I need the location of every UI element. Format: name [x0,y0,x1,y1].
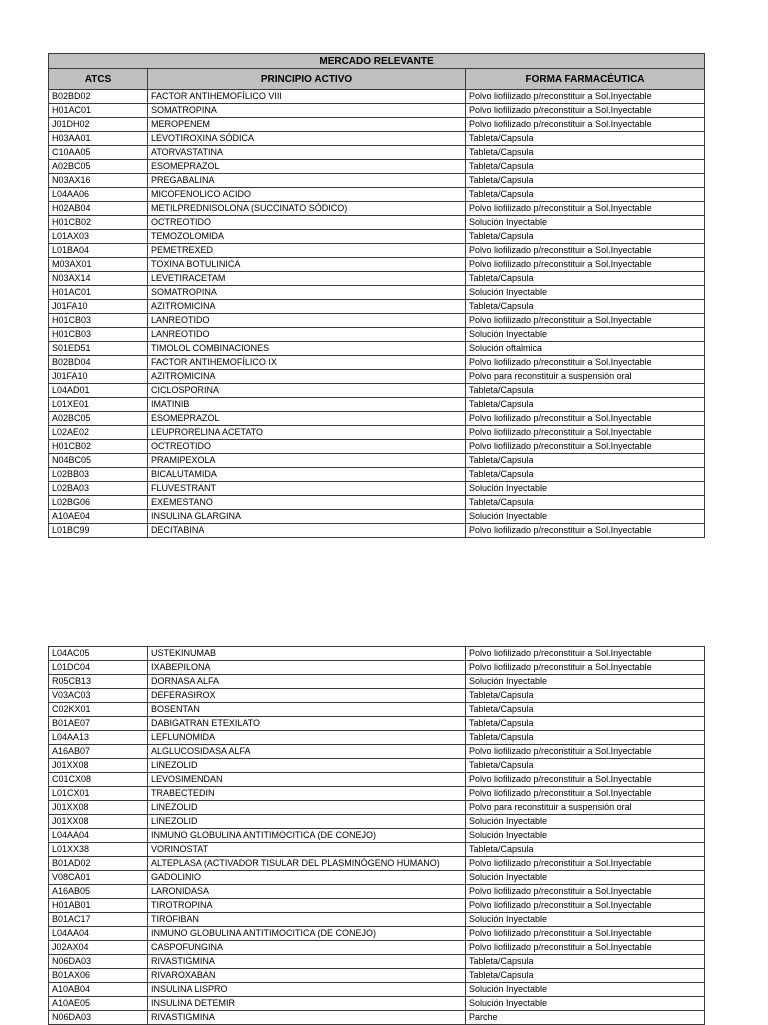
table-row [49,857,705,871]
forma-farmaceutica-cell: Tableta/Capsula [466,132,705,146]
table-row [49,216,705,230]
table-row [49,202,705,216]
forma-farmaceutica-cell: Polvo para reconstituir a suspensión oral [466,370,705,384]
table-row [49,118,705,132]
atcs-cell: B01AX06 [49,969,148,983]
table-row [49,188,705,202]
table-row [49,342,705,356]
column-header-forma-farmaceutica: FORMA FARMACÉUTICA [466,69,705,90]
principio-activo-cell: LINEZOLID [148,759,466,773]
atcs-cell: N04BC05 [49,454,148,468]
forma-farmaceutica-cell: Solución Inyectable [466,328,705,342]
forma-farmaceutica-cell: Tableta/Capsula [466,468,705,482]
forma-farmaceutica-cell: Tableta/Capsula [466,731,705,745]
forma-farmaceutica-cell: Tableta/Capsula [466,955,705,969]
table-row [49,899,705,913]
atcs-cell: A10AB04 [49,983,148,997]
atcs-cell: L01DC04 [49,661,148,675]
forma-farmaceutica-cell: Solución oftalmica [466,342,705,356]
forma-farmaceutica-cell: Polvo liofilizado p/reconstituir a Sol.Inyectable [466,927,705,941]
atcs-cell: A10AE04 [49,510,148,524]
table-row [49,759,705,773]
table-title: MERCADO RELEVANTE [49,54,705,69]
atcs-cell: L02AE02 [49,426,148,440]
atcs-cell: M03AX01 [49,258,148,272]
atcs-cell: N06DA03 [49,1011,148,1025]
table-row [49,745,705,759]
table-row [49,384,705,398]
forma-farmaceutica-cell: Solución Inyectable [466,675,705,689]
principio-activo-cell: INSULINA DETEMIR [148,997,466,1011]
table-row [49,997,705,1011]
atcs-cell: B01AD02 [49,857,148,871]
atcs-cell: N06DA03 [49,955,148,969]
atcs-cell: V03AC03 [49,689,148,703]
atcs-cell: L04AA04 [49,829,148,843]
atcs-cell: L04AA06 [49,188,148,202]
atcs-cell: B01AE07 [49,717,148,731]
principio-activo-cell: CASPOFUNGINA [148,941,466,955]
forma-farmaceutica-cell: Parche [466,1011,705,1025]
atcs-cell: H01AB01 [49,899,148,913]
principio-activo-cell: DORNASA ALFA [148,675,466,689]
table-row [49,496,705,510]
principio-activo-cell: TIMOLOL COMBINACIONES [148,342,466,356]
atcs-cell: L02BA03 [49,482,148,496]
principio-activo-cell: ESOMEPRAZOL [148,160,466,174]
forma-farmaceutica-cell: Tableta/Capsula [466,969,705,983]
principio-activo-cell: ALGLUCOSIDASA ALFA [148,745,466,759]
table-row [49,160,705,174]
atcs-cell: L04AA04 [49,927,148,941]
table-row [49,787,705,801]
forma-farmaceutica-cell: Polvo liofilizado p/reconstituir a Sol.Inyectable [466,661,705,675]
table-row [49,90,705,104]
forma-farmaceutica-cell: Polvo liofilizado p/reconstituir a Sol.Inyectable [466,745,705,759]
atcs-cell: L04AD01 [49,384,148,398]
atcs-cell: H01CB02 [49,216,148,230]
table-row [49,983,705,997]
forma-farmaceutica-cell: Tableta/Capsula [466,272,705,286]
forma-farmaceutica-cell: Polvo liofilizado p/reconstituir a Sol.Inyectable [466,356,705,370]
forma-farmaceutica-cell: Solución Inyectable [466,871,705,885]
principio-activo-cell: MEROPENEM [148,118,466,132]
principio-activo-cell: LEUPRORELINA ACETATO [148,426,466,440]
principio-activo-cell: LEVOSIMENDAN [148,773,466,787]
atcs-cell: J01FA10 [49,370,148,384]
mercado-relevante-table-continued [48,646,705,1025]
principio-activo-cell: RIVAROXABAN [148,969,466,983]
table-row [49,468,705,482]
table-row [49,717,705,731]
principio-activo-cell: IMATINIB [148,398,466,412]
atcs-cell: H01CB02 [49,440,148,454]
atcs-cell: N03AX16 [49,174,148,188]
atcs-cell: B02BD02 [49,90,148,104]
forma-farmaceutica-cell: Tableta/Capsula [466,230,705,244]
forma-farmaceutica-cell: Tableta/Capsula [466,496,705,510]
table-row [49,703,705,717]
forma-farmaceutica-cell: Polvo liofilizado p/reconstituir a Sol.Inyectable [466,314,705,328]
principio-activo-cell: RIVASTIGMINA [148,955,466,969]
atcs-cell: J01XX08 [49,815,148,829]
forma-farmaceutica-cell: Polvo liofilizado p/reconstituir a Sol.Inyectable [466,258,705,272]
table-row [49,440,705,454]
table-row [49,412,705,426]
table-row [49,1011,705,1025]
atcs-cell: N03AX14 [49,272,148,286]
principio-activo-cell: EXEMESTANO [148,496,466,510]
forma-farmaceutica-cell: Tableta/Capsula [466,703,705,717]
atcs-cell: L01BC99 [49,524,148,538]
atcs-cell: L01AX03 [49,230,148,244]
table-row [49,773,705,787]
atcs-cell: B01AC17 [49,913,148,927]
principio-activo-cell: DABIGATRAN ETEXILATO [148,717,466,731]
principio-activo-cell: USTEKINUMAB [148,647,466,661]
principio-activo-cell: IXABEPILONA [148,661,466,675]
principio-activo-cell: LINEZOLID [148,815,466,829]
atcs-cell: L01BA04 [49,244,148,258]
atcs-cell: H02AB04 [49,202,148,216]
principio-activo-cell: LEVOTIROXINA SÓDICA [148,132,466,146]
atcs-cell: A02BC05 [49,160,148,174]
principio-activo-cell: FACTOR ANTIHEMOFÍLICO VIII [148,90,466,104]
forma-farmaceutica-cell: Polvo para reconstituir a suspensión oral [466,801,705,815]
table-row [49,454,705,468]
table-row [49,356,705,370]
atcs-cell: C01CX08 [49,773,148,787]
table-row [49,731,705,745]
table-row [49,258,705,272]
atcs-cell: A02BC05 [49,412,148,426]
principio-activo-cell: TRABECTEDIN [148,787,466,801]
table-row [49,146,705,160]
atcs-cell: C02KX01 [49,703,148,717]
principio-activo-cell: LARONIDASA [148,885,466,899]
principio-activo-cell: OCTREOTIDO [148,216,466,230]
forma-farmaceutica-cell: Polvo liofilizado p/reconstituir a Sol.Inyectable [466,412,705,426]
principio-activo-cell: SOMATROPINA [148,286,466,300]
principio-activo-cell: OCTREOTIDO [148,440,466,454]
forma-farmaceutica-cell: Polvo liofilizado p/reconstituir a Sol.Inyectable [466,899,705,913]
principio-activo-cell: AZITROMICINA [148,370,466,384]
principio-activo-cell: VORINOSTAT [148,843,466,857]
forma-farmaceutica-cell: Tableta/Capsula [466,454,705,468]
atcs-cell: L01CX01 [49,787,148,801]
principio-activo-cell: LEVETIRACETAM [148,272,466,286]
forma-farmaceutica-cell: Solución Inyectable [466,997,705,1011]
atcs-cell: H01CB03 [49,328,148,342]
atcs-cell: L04AA13 [49,731,148,745]
table-row [49,398,705,412]
forma-farmaceutica-cell: Polvo liofilizado p/reconstituir a Sol.Inyectable [466,773,705,787]
table-row [49,370,705,384]
forma-farmaceutica-cell: Tableta/Capsula [466,759,705,773]
table-row [49,913,705,927]
table-row [49,286,705,300]
table-row [49,272,705,286]
table-row [49,314,705,328]
principio-activo-cell: INMUNO GLOBULINA ANTITIMOCITICA (DE CONEJO) [148,927,466,941]
atcs-cell: R05CB13 [49,675,148,689]
atcs-cell: J01XX08 [49,801,148,815]
table-row [49,801,705,815]
principio-activo-cell: MICOFENOLICO ACIDO [148,188,466,202]
table-row [49,104,705,118]
principio-activo-cell: BOSENTAN [148,703,466,717]
forma-farmaceutica-cell: Polvo liofilizado p/reconstituir a Sol.Inyectable [466,426,705,440]
principio-activo-cell: BICALUTAMIDA [148,468,466,482]
principio-activo-cell: TEMOZOLOMIDA [148,230,466,244]
principio-activo-cell: GADOLINIO [148,871,466,885]
forma-farmaceutica-cell: Polvo liofilizado p/reconstituir a Sol.Inyectable [466,857,705,871]
forma-farmaceutica-cell: Polvo liofilizado p/reconstituir a Sol.Inyectable [466,647,705,661]
principio-activo-cell: INSULINA GLARGINA [148,510,466,524]
table-row [49,647,705,661]
forma-farmaceutica-cell: Solución Inyectable [466,510,705,524]
forma-farmaceutica-cell: Tableta/Capsula [466,398,705,412]
forma-farmaceutica-cell: Tableta/Capsula [466,160,705,174]
forma-farmaceutica-cell: Solución Inyectable [466,829,705,843]
forma-farmaceutica-cell: Polvo liofilizado p/reconstituir a Sol.Inyectable [466,90,705,104]
principio-activo-cell: PREGABALINA [148,174,466,188]
atcs-cell: A16AB05 [49,885,148,899]
forma-farmaceutica-cell: Polvo liofilizado p/reconstituir a Sol.Inyectable [466,440,705,454]
atcs-cell: J02AX04 [49,941,148,955]
forma-farmaceutica-cell: Tableta/Capsula [466,843,705,857]
forma-farmaceutica-cell: Polvo liofilizado p/reconstituir a Sol.Inyectable [466,104,705,118]
forma-farmaceutica-cell: Polvo liofilizado p/reconstituir a Sol.Inyectable [466,118,705,132]
table-row [49,829,705,843]
principio-activo-cell: RIVASTIGMINA [148,1011,466,1025]
table-row [49,815,705,829]
atcs-cell: H01AC01 [49,104,148,118]
table-row [49,871,705,885]
forma-farmaceutica-cell: Solución Inyectable [466,983,705,997]
principio-activo-cell: AZITROMICINA [148,300,466,314]
table-row [49,661,705,675]
forma-farmaceutica-cell: Tableta/Capsula [466,188,705,202]
column-header-principio-activo: PRINCIPIO ACTIVO [148,69,466,90]
principio-activo-cell: ALTEPLASA (ACTIVADOR TISULAR DEL PLASMINÓGENO HUMANO) [148,857,466,871]
atcs-cell: C10AA05 [49,146,148,160]
forma-farmaceutica-cell: Solución Inyectable [466,216,705,230]
forma-farmaceutica-cell: Tableta/Capsula [466,300,705,314]
table-row [49,675,705,689]
principio-activo-cell: LANREOTIDO [148,314,466,328]
forma-farmaceutica-cell: Tableta/Capsula [466,384,705,398]
table-row [49,174,705,188]
table-row [49,482,705,496]
principio-activo-cell: ESOMEPRAZOL [148,412,466,426]
principio-activo-cell: TIROTROPINA [148,899,466,913]
table-row [49,328,705,342]
table-row [49,843,705,857]
principio-activo-cell: SOMATROPINA [148,104,466,118]
atcs-cell: L02BB03 [49,468,148,482]
principio-activo-cell: PRAMIPEXOLA [148,454,466,468]
principio-activo-cell: ATORVASTATINA [148,146,466,160]
column-header-atcs: ATCS [49,69,148,90]
principio-activo-cell: METILPREDNISOLONA (SUCCINATO SÓDICO) [148,202,466,216]
table-row [49,927,705,941]
table-row [49,426,705,440]
principio-activo-cell: INSULINA LISPRO [148,983,466,997]
principio-activo-cell: LEFLUNOMIDA [148,731,466,745]
table-row [49,969,705,983]
table-row [49,510,705,524]
atcs-cell: A16AB07 [49,745,148,759]
atcs-cell: V08CA01 [49,871,148,885]
atcs-cell: S01ED51 [49,342,148,356]
forma-farmaceutica-cell: Polvo liofilizado p/reconstituir a Sol.Inyectable [466,941,705,955]
atcs-cell: A10AE05 [49,997,148,1011]
principio-activo-cell: FACTOR ANTIHEMOFÍLICO IX [148,356,466,370]
table-row [49,230,705,244]
table-row [49,132,705,146]
atcs-cell: L04AC05 [49,647,148,661]
table-row [49,885,705,899]
table-row [49,941,705,955]
table-row [49,244,705,258]
principio-activo-cell: DECITABINA [148,524,466,538]
table-row [49,300,705,314]
principio-activo-cell: TOXINA BOTULINICA [148,258,466,272]
forma-farmaceutica-cell: Polvo liofilizado p/reconstituir a Sol.Inyectable [466,885,705,899]
principio-activo-cell: FLUVESTRANT [148,482,466,496]
mercado-relevante-table [48,53,705,538]
forma-farmaceutica-cell: Tableta/Capsula [466,689,705,703]
forma-farmaceutica-cell: Polvo liofilizado p/reconstituir a Sol.Inyectable [466,524,705,538]
principio-activo-cell: CICLOSPORINA [148,384,466,398]
atcs-cell: J01FA10 [49,300,148,314]
principio-activo-cell: INMUNO GLOBULINA ANTITIMOCITICA (DE CONEJO) [148,829,466,843]
principio-activo-cell: LINEZOLID [148,801,466,815]
table-row [49,689,705,703]
principio-activo-cell: PEMETREXED [148,244,466,258]
atcs-cell: J01XX08 [49,759,148,773]
atcs-cell: H03AA01 [49,132,148,146]
forma-farmaceutica-cell: Solución Inyectable [466,482,705,496]
forma-farmaceutica-cell: Polvo liofilizado p/reconstituir a Sol.Inyectable [466,202,705,216]
atcs-cell: L02BG06 [49,496,148,510]
principio-activo-cell: LANREOTIDO [148,328,466,342]
forma-farmaceutica-cell: Polvo liofilizado p/reconstituir a Sol.Inyectable [466,787,705,801]
forma-farmaceutica-cell: Polvo liofilizado p/reconstituir a Sol.Inyectable [466,244,705,258]
atcs-cell: L01XX38 [49,843,148,857]
forma-farmaceutica-cell: Tableta/Capsula [466,174,705,188]
atcs-cell: H01CB03 [49,314,148,328]
table-row [49,524,705,538]
atcs-cell: B02BD04 [49,356,148,370]
forma-farmaceutica-cell: Solución Inyectable [466,913,705,927]
forma-farmaceutica-cell: Solución Inyectable [466,815,705,829]
principio-activo-cell: DEFERASIROX [148,689,466,703]
atcs-cell: L01XE01 [49,398,148,412]
forma-farmaceutica-cell: Solución Inyectable [466,286,705,300]
table-row [49,955,705,969]
forma-farmaceutica-cell: Tableta/Capsula [466,717,705,731]
forma-farmaceutica-cell: Tableta/Capsula [466,146,705,160]
principio-activo-cell: TIROFIBAN [148,913,466,927]
atcs-cell: H01AC01 [49,286,148,300]
atcs-cell: J01DH02 [49,118,148,132]
